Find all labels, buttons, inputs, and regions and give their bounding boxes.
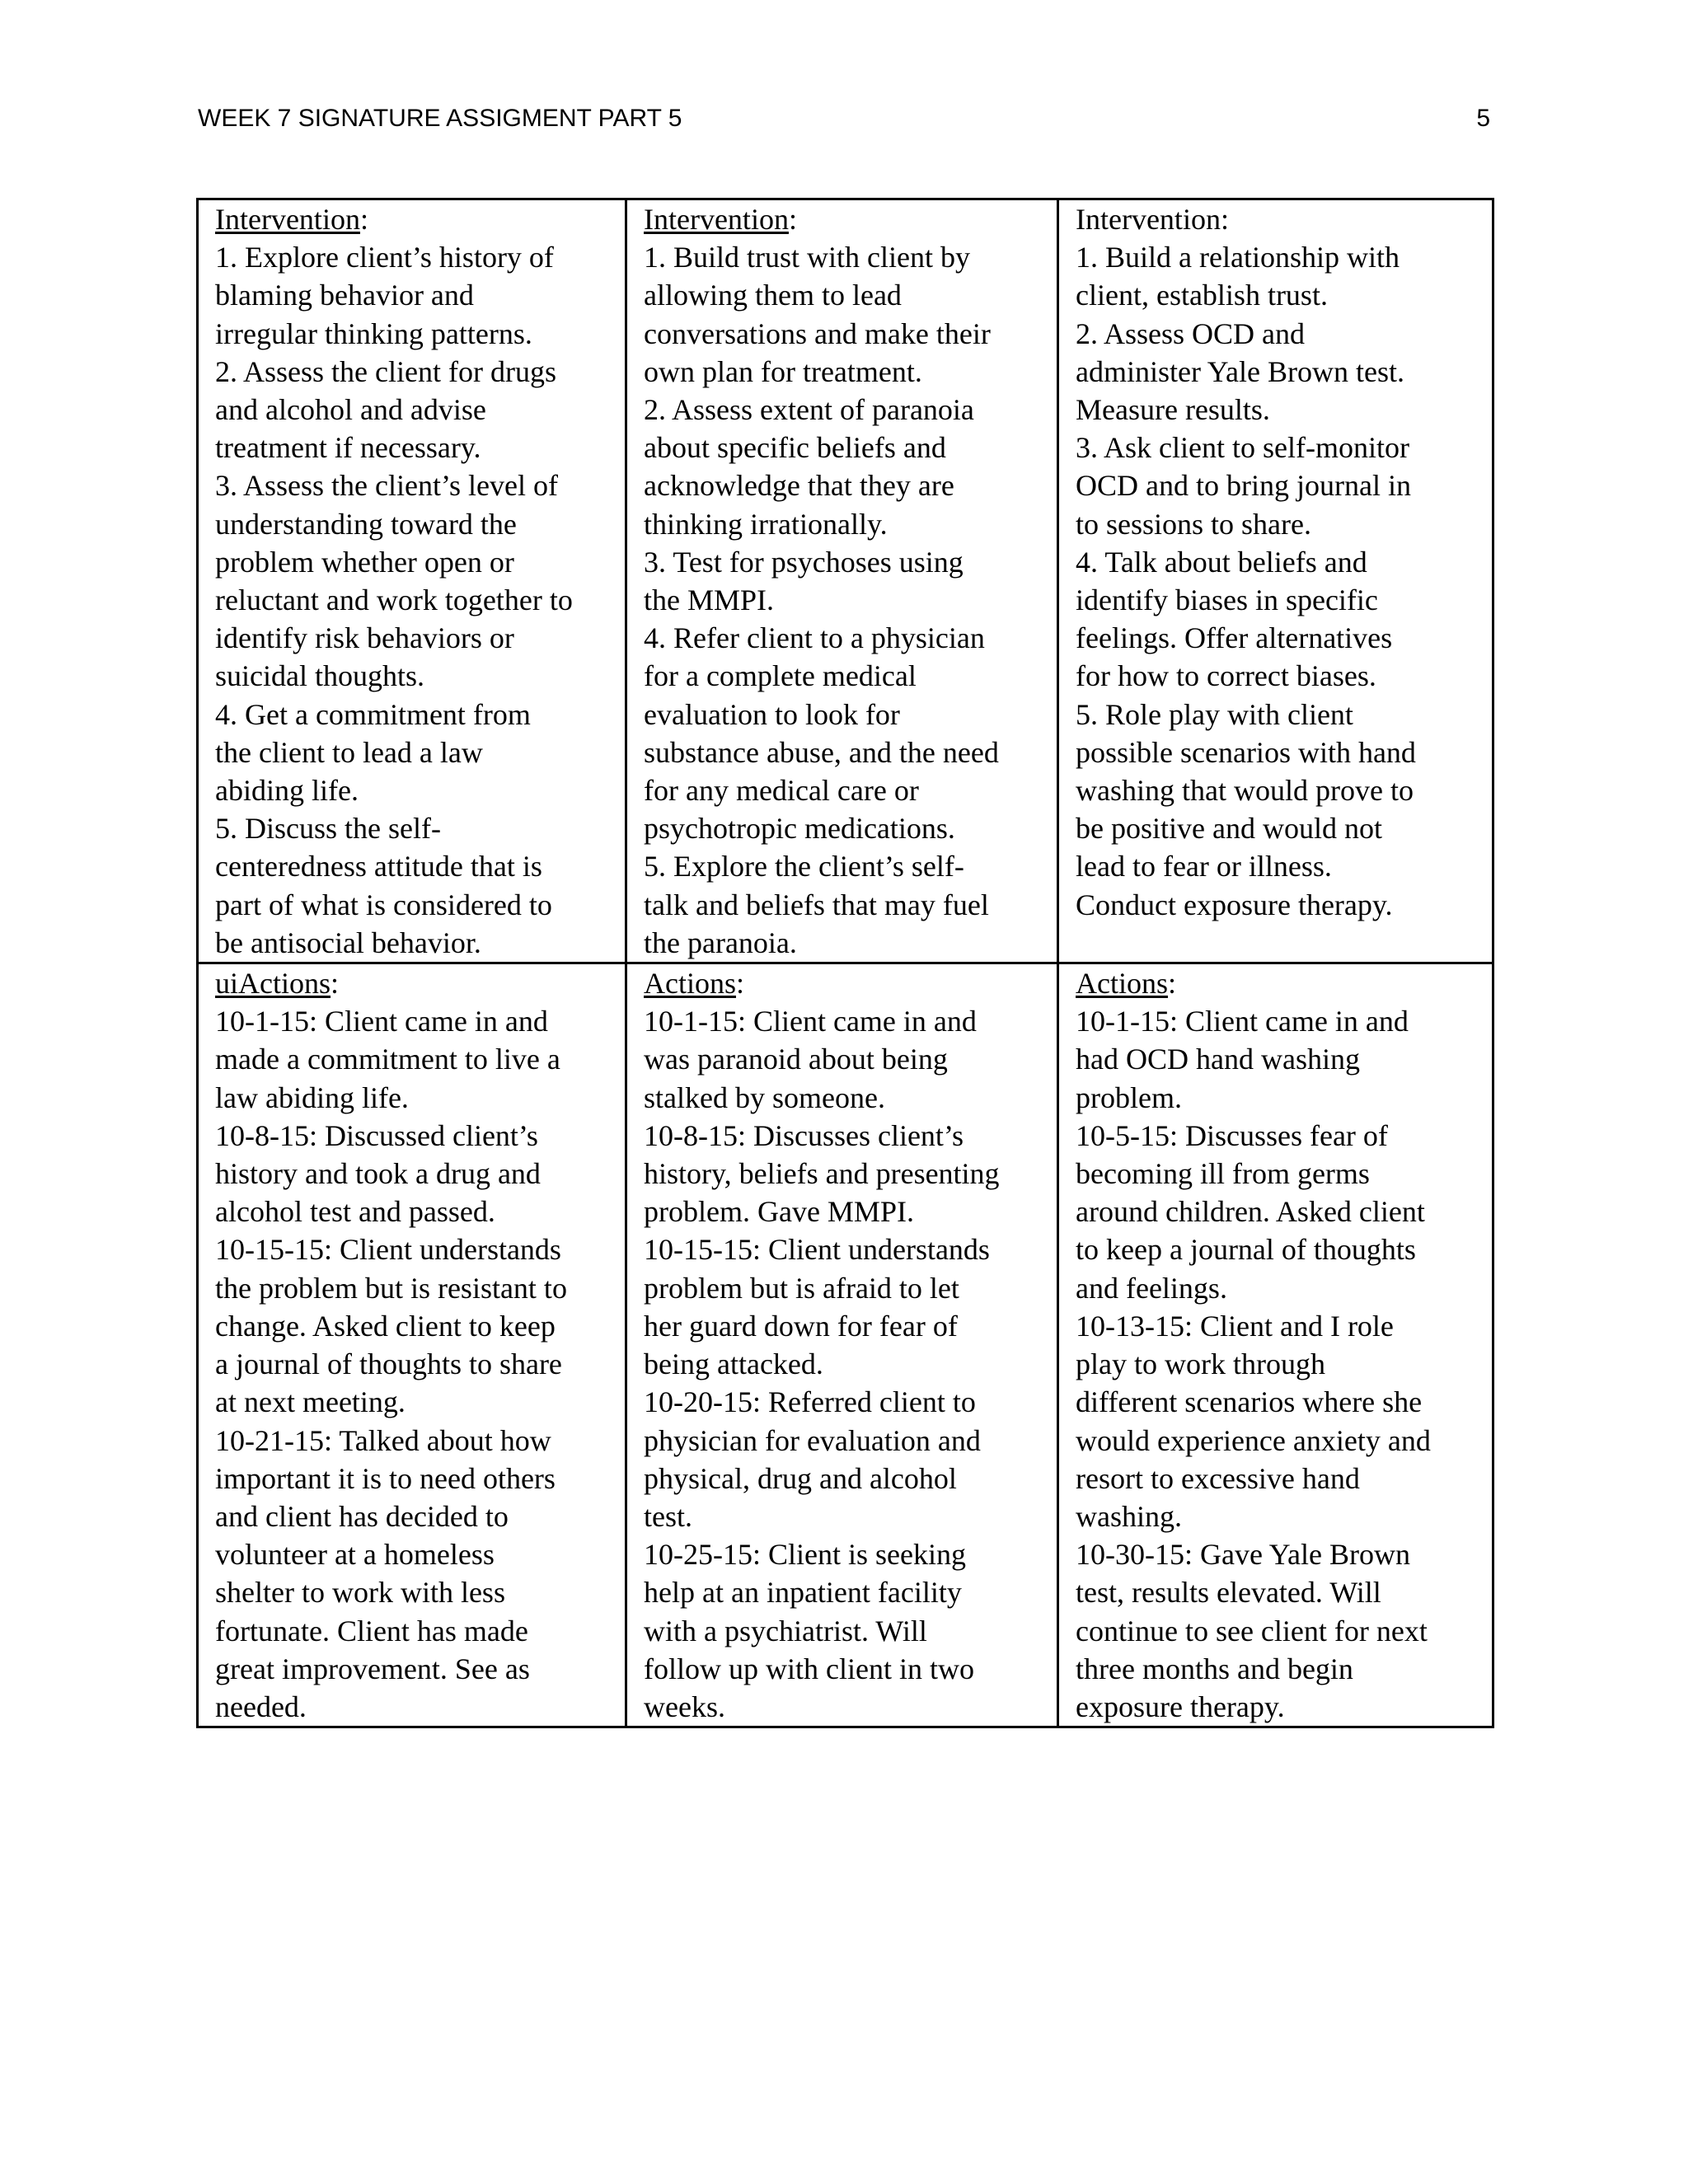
cell-text-line: understanding toward the [215, 507, 517, 541]
cell-text-line: psychotropic medications. [644, 812, 955, 846]
cell-text-line: her guard down for fear of [644, 1309, 958, 1343]
cell-text-line: own plan for treatment. [644, 354, 922, 388]
cell-text-line: 10-15-15: Client understands [644, 1233, 990, 1267]
cell-text-line: problem. [1076, 1080, 1182, 1114]
cell-text-line: allowing them to lead [644, 279, 902, 312]
cell-text-line: 10-1-15: Client came in and [1076, 1005, 1409, 1038]
cell-text-line: 10-30-15: Gave Yale Brown [1076, 1538, 1410, 1572]
cell-text-line: acknowledge that they are [644, 469, 954, 503]
cell-text-line: alcohol test and passed. [215, 1195, 495, 1229]
document-title: WEEK 7 SIGNATURE ASSIGMENT PART 5 [198, 105, 682, 132]
cell-text-line: stalked by someone. [644, 1080, 885, 1114]
cell-text-line: evaluation to look for [644, 697, 900, 731]
cell-text-line: 2. Assess OCD and [1076, 316, 1306, 350]
table-cell [1058, 199, 1493, 963]
cell-text-line: part of what is considered to [215, 888, 552, 921]
cell-heading [644, 200, 1048, 238]
table-cell [1058, 963, 1493, 1727]
cell-text-line: help at an inpatient facility [644, 1576, 962, 1610]
cell-text-line: volunteer at a homeless [215, 1538, 495, 1572]
page-number: 5 [1476, 105, 1490, 132]
cell-text-line: for any medical care or [644, 774, 919, 808]
cell-text-line: to keep a journal of thoughts [1076, 1233, 1416, 1267]
cell-text-line: and feelings. [1076, 1271, 1227, 1305]
cell-text-line: substance abuse, and the need [644, 735, 999, 769]
heading-colon: : [1168, 967, 1177, 1001]
cell-text-line: follow up with client in two [644, 1652, 974, 1685]
cell-text-line: problem whether open or [215, 545, 514, 579]
cell-text-line: feelings. Offer alternatives [1076, 621, 1393, 655]
heading-prefix: ui [215, 967, 239, 1001]
cell-text-line: 10-8-15: Discussed client’s [215, 1118, 538, 1152]
page-header [198, 101, 1490, 137]
cell-text-line: 10-8-15: Discusses client’s [644, 1118, 964, 1152]
cell-text-line: the problem but is resistant to [215, 1271, 567, 1305]
cell-text-line: and client has decided to [215, 1499, 509, 1533]
cell-heading [215, 964, 617, 1002]
cell-heading [1076, 200, 1484, 238]
cell-text-line: suicidal thoughts. [215, 659, 424, 693]
cell-text-line: at next meeting. [215, 1385, 406, 1419]
cell-text-line: blaming behavior and [215, 279, 474, 312]
cell-text-line: history and took a drug and [215, 1157, 541, 1191]
cell-text-line: 10-20-15: Referred client to [644, 1385, 976, 1419]
table-cell [198, 963, 626, 1727]
cell-text-line: Conduct exposure therapy. [1076, 888, 1393, 921]
heading-text: Actions [644, 967, 736, 1001]
table-body [198, 199, 1493, 1727]
cell-text-line: law abiding life. [215, 1080, 409, 1114]
cell-text-line: 10-1-15: Client came in and [215, 1005, 548, 1038]
cell-text-line: be positive and would not [1076, 812, 1382, 846]
heading-colon: : [788, 203, 797, 236]
cell-text-line: 10-13-15: Client and I role [1076, 1309, 1394, 1343]
cell-text-line: was paranoid about being [644, 1043, 948, 1076]
cell-text-line: the paranoia. [644, 926, 797, 959]
cell-text-line: administer Yale Brown test. [1076, 354, 1404, 388]
cell-text-line: the client to lead a law [215, 735, 483, 769]
cell-text-line: to sessions to share. [1076, 507, 1311, 541]
actions-row [198, 963, 1493, 1727]
cell-text-line: identify biases in specific [1076, 583, 1378, 617]
cell-text-line: change. Asked client to keep [215, 1309, 556, 1343]
cell-text-line: resort to excessive hand [1076, 1461, 1360, 1495]
heading-text: Intervention [1076, 203, 1221, 236]
cell-text-line: 5. Role play with client [1076, 697, 1353, 731]
cell-text-line: would experience anxiety and [1076, 1423, 1431, 1457]
cell-text-line: about specific beliefs and [644, 431, 946, 465]
cell-text-line: 1. Build a relationship with [1076, 241, 1400, 274]
cell-text-line: irregular thinking patterns. [215, 316, 532, 350]
cell-text-line: shelter to work with less [215, 1576, 505, 1610]
cell-text-line: continue to see client for next [1076, 1614, 1428, 1647]
cell-text-line: 1. Explore client’s history of [215, 241, 554, 274]
heading-text: Actions [1076, 967, 1168, 1001]
heading-text: Intervention [644, 203, 789, 236]
cell-text-line: OCD and to bring journal in [1076, 469, 1411, 503]
cell-text-line: being attacked. [644, 1347, 823, 1381]
cell-text-line: made a commitment to live a [215, 1043, 560, 1076]
cell-text-line: great improvement. See as [215, 1652, 530, 1685]
cell-text-line: fortunate. Client has made [215, 1614, 528, 1647]
heading-colon: : [331, 967, 340, 1001]
heading-colon: : [736, 967, 745, 1001]
cell-text-line: test, results elevated. Will [1076, 1576, 1381, 1610]
cell-heading [644, 964, 1048, 1002]
cell-text-line: lead to fear or illness. [1076, 850, 1332, 883]
cell-text-line: 4. Get a commitment from [215, 697, 531, 731]
cell-text-line: around children. Asked client [1076, 1195, 1425, 1229]
cell-text-line: conversations and make their [644, 316, 991, 350]
heading-text: Intervention [215, 203, 360, 236]
cell-text-line: needed. [215, 1690, 307, 1723]
cell-text-line: thinking irrationally. [644, 507, 888, 541]
cell-text-line: the MMPI. [644, 583, 775, 617]
cell-text-line: treatment if necessary. [215, 431, 481, 465]
cell-heading [215, 200, 617, 238]
cell-text-line: client, establish trust. [1076, 279, 1328, 312]
cell-heading [1076, 964, 1484, 1002]
heading-colon: : [1220, 203, 1229, 236]
cell-text-line: history, beliefs and presenting [644, 1157, 1000, 1191]
cell-text-line: 10-5-15: Discusses fear of [1076, 1118, 1388, 1152]
cell-text-line: different scenarios where she [1076, 1385, 1423, 1419]
cell-text-line: play to work through [1076, 1347, 1325, 1381]
cell-text-line: 2. Assess the client for drugs [215, 354, 556, 388]
cell-text-line: 4. Refer client to a physician [644, 621, 985, 655]
intervention-row [198, 199, 1493, 963]
cell-text-line: washing that would prove to [1076, 774, 1414, 808]
cell-text-line: a journal of thoughts to share [215, 1347, 562, 1381]
care-plan-table [196, 198, 1494, 1728]
cell-text-line: weeks. [644, 1690, 725, 1723]
cell-text-line: identify risk behaviors or [215, 621, 514, 655]
cell-text-line: talk and beliefs that may fuel [644, 888, 989, 921]
cell-text-line: for how to correct biases. [1076, 659, 1376, 693]
cell-text-line: 1. Build trust with client by [644, 241, 970, 274]
cell-text-line: exposure therapy. [1076, 1690, 1285, 1723]
cell-text-line: 3. Ask client to self-monitor [1076, 431, 1409, 465]
cell-text-line: becoming ill from germs [1076, 1157, 1370, 1191]
heading-colon: : [359, 203, 368, 236]
heading-text: Actions [238, 967, 331, 1001]
cell-text-line: 10-25-15: Client is seeking [644, 1538, 966, 1572]
table-cell [626, 199, 1058, 963]
cell-text-line: physical, drug and alcohol [644, 1461, 957, 1495]
cell-text-line: 10-1-15: Client came in and [644, 1005, 977, 1038]
cell-text-line: 4. Talk about beliefs and [1076, 545, 1367, 579]
cell-text-line: physician for evaluation and [644, 1423, 981, 1457]
cell-text-line: possible scenarios with hand [1076, 735, 1416, 769]
cell-text-line: for a complete medical [644, 659, 917, 693]
cell-text-line: centeredness attitude that is [215, 850, 542, 883]
cell-text-line: three months and begin [1076, 1652, 1353, 1685]
cell-text-line: reluctant and work together to [215, 583, 573, 617]
cell-text-line: and alcohol and advise [215, 393, 486, 427]
cell-text-line: problem but is afraid to let [644, 1271, 959, 1305]
cell-text-line: 3. Assess the client’s level of [215, 469, 558, 503]
cell-text-line: washing. [1076, 1499, 1182, 1533]
cell-text-line: problem. Gave MMPI. [644, 1195, 914, 1229]
cell-text-line: Measure results. [1076, 393, 1270, 427]
cell-text-line: important it is to need others [215, 1461, 556, 1495]
cell-text-line: with a psychiatrist. Will [644, 1614, 927, 1647]
cell-text-line: 5. Discuss the self- [215, 812, 441, 846]
cell-text-line: 10-15-15: Client understands [215, 1233, 561, 1267]
cell-text-line: 3. Test for psychoses using [644, 545, 964, 579]
cell-text-line: had OCD hand washing [1076, 1043, 1360, 1076]
cell-text-line: 10-21-15: Talked about how [215, 1423, 551, 1457]
cell-text-line: abiding life. [215, 774, 359, 808]
cell-text-line: 5. Explore the client’s self- [644, 850, 964, 883]
cell-text-line: test. [644, 1499, 692, 1533]
cell-text-line: 2. Assess extent of paranoia [644, 393, 974, 427]
cell-text-line: be antisocial behavior. [215, 926, 481, 959]
table-cell [626, 963, 1058, 1727]
table-cell [198, 199, 626, 963]
